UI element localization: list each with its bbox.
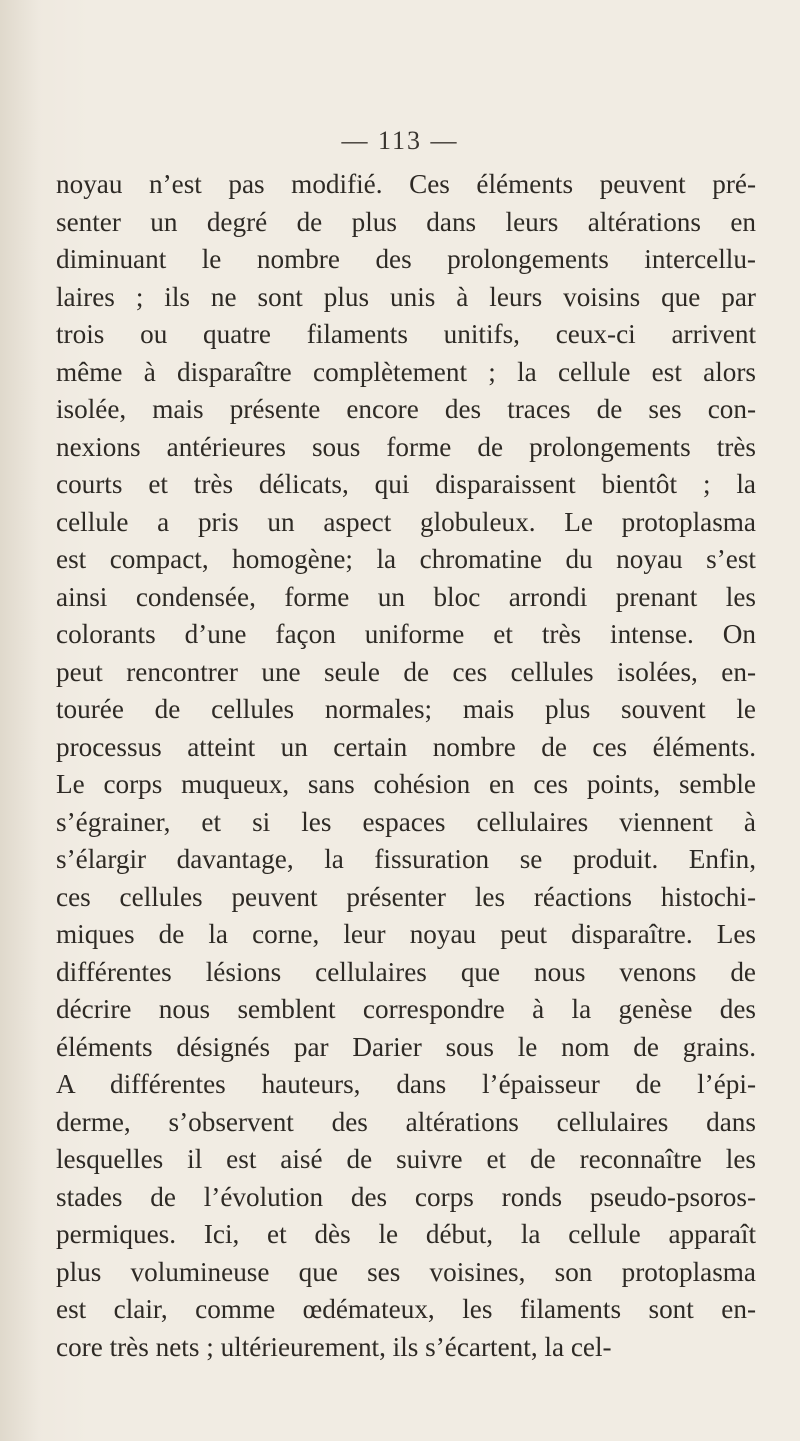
text-line: s’égrainer, et si les espaces cellulaires viennent à xyxy=(56,806,756,837)
text-line: permiques. Ici, et dès le début, la cellule apparaît xyxy=(56,1219,756,1249)
text-line: derme, s’observent des altérations cellulaires dans xyxy=(56,1106,756,1137)
text-line: différentes lésions cellulaires que nous venons de xyxy=(56,956,756,987)
body-text xyxy=(56,166,756,1366)
text-line: stades de l’évolution des corps ronds pseudo-psoros- xyxy=(56,1181,756,1212)
text-line: est clair, comme œdémateux, les filaments sont en- xyxy=(56,1294,756,1324)
text-line: core très nets ; ultérieurement, ils s’écartent, la cel- xyxy=(56,1331,612,1362)
text-line: A différentes hauteurs, dans l’épaisseur de l’épi- xyxy=(56,1069,756,1099)
text-line: miques de la corne, leur noyau peut disparaître. Les xyxy=(56,919,756,949)
text-line: lesquelles il est aisé de suivre et de reconnaître les xyxy=(56,1144,756,1174)
text-line: décrire nous semblent correspondre à la genèse des xyxy=(56,994,756,1024)
text-line: même à disparaître complètement ; la cellule est alors xyxy=(56,356,756,387)
text-line: ainsi condensée, forme un bloc arrondi prenant les xyxy=(56,581,756,612)
text-line: courts et très délicats, qui disparaissent bientôt ; la xyxy=(56,469,756,499)
text-line: senter un degré de plus dans leurs altérations en xyxy=(56,206,756,237)
text-line: laires ; ils ne sont plus unis à leurs voisins que par xyxy=(56,281,756,312)
text-line: cellule a pris un aspect globuleux. Le protoplasma xyxy=(56,506,756,537)
text-line: tourée de cellules normales; mais plus souvent le xyxy=(56,694,756,724)
text-line: nexions antérieures sous forme de prolongements très xyxy=(56,431,756,462)
text-line: plus volumineuse que ses voisines, son protoplasma xyxy=(56,1256,756,1287)
text-line: diminuant le nombre des prolongements intercellu- xyxy=(56,244,756,274)
text-line: colorants d’une façon uniforme et très intense. On xyxy=(56,619,756,649)
text-line: s’élargir davantage, la fissuration se produit. Enfin, xyxy=(56,844,756,874)
page-number: — 113 — xyxy=(341,126,459,155)
text-line: peut rencontrer une seule de ces cellules isolées, en- xyxy=(56,656,756,687)
text-line: ces cellules peuvent présenter les réactions histochi- xyxy=(56,881,756,912)
text-line: est compact, homogène; la chromatine du noyau s’est xyxy=(56,544,756,574)
text-line: Le corps muqueux, sans cohésion en ces points, semble xyxy=(56,769,756,799)
text-line: processus atteint un certain nombre de ces éléments. xyxy=(56,731,756,762)
text-line: noyau n’est pas modifié. Ces éléments peuvent pré- xyxy=(56,169,756,199)
text-line: isolée, mais présente encore des traces de ses con- xyxy=(56,394,756,424)
text-line: éléments désignés par Darier sous le nom de grains. xyxy=(56,1031,756,1062)
text-line: trois ou quatre filaments unitifs, ceux-ci arrivent xyxy=(56,319,756,349)
